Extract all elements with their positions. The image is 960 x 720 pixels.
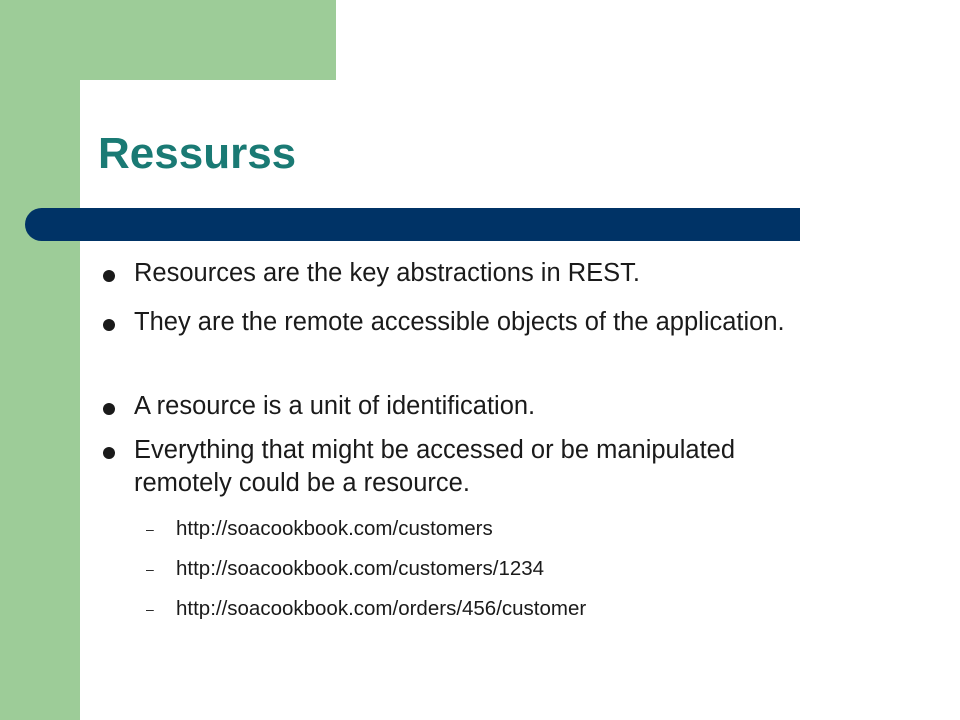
- bullet-dot-icon: [103, 403, 115, 415]
- dash-icon: –: [146, 521, 154, 537]
- bullet-dot-icon: [103, 270, 115, 282]
- bullet-text: Resources are the key abstractions in REST.: [134, 259, 640, 287]
- sub-bullet-url: http://soacookbook.com/customers/1234: [176, 557, 545, 580]
- title-underline-bar: [25, 208, 800, 241]
- green-top-decoration: [0, 0, 336, 80]
- bullet-dot-icon: [103, 447, 115, 459]
- bullet-text: They are the remote accessible objects of the application.: [134, 308, 785, 336]
- dash-icon: –: [146, 561, 154, 577]
- bullet-text: A resource is a unit of identification.: [134, 392, 536, 420]
- bullet-text: Everything that might be accessed or be manipulated remotely could be a resource.: [134, 436, 736, 497]
- green-sidebar-decoration: [0, 0, 80, 720]
- sub-bullet-url: http://soacookbook.com/orders/456/customer: [176, 597, 587, 620]
- bullet-dot-icon: [103, 319, 115, 331]
- dash-icon: –: [146, 601, 154, 617]
- slide-title: Ressurss: [98, 129, 297, 178]
- sub-bullet-url: http://soacookbook.com/customers: [176, 517, 493, 540]
